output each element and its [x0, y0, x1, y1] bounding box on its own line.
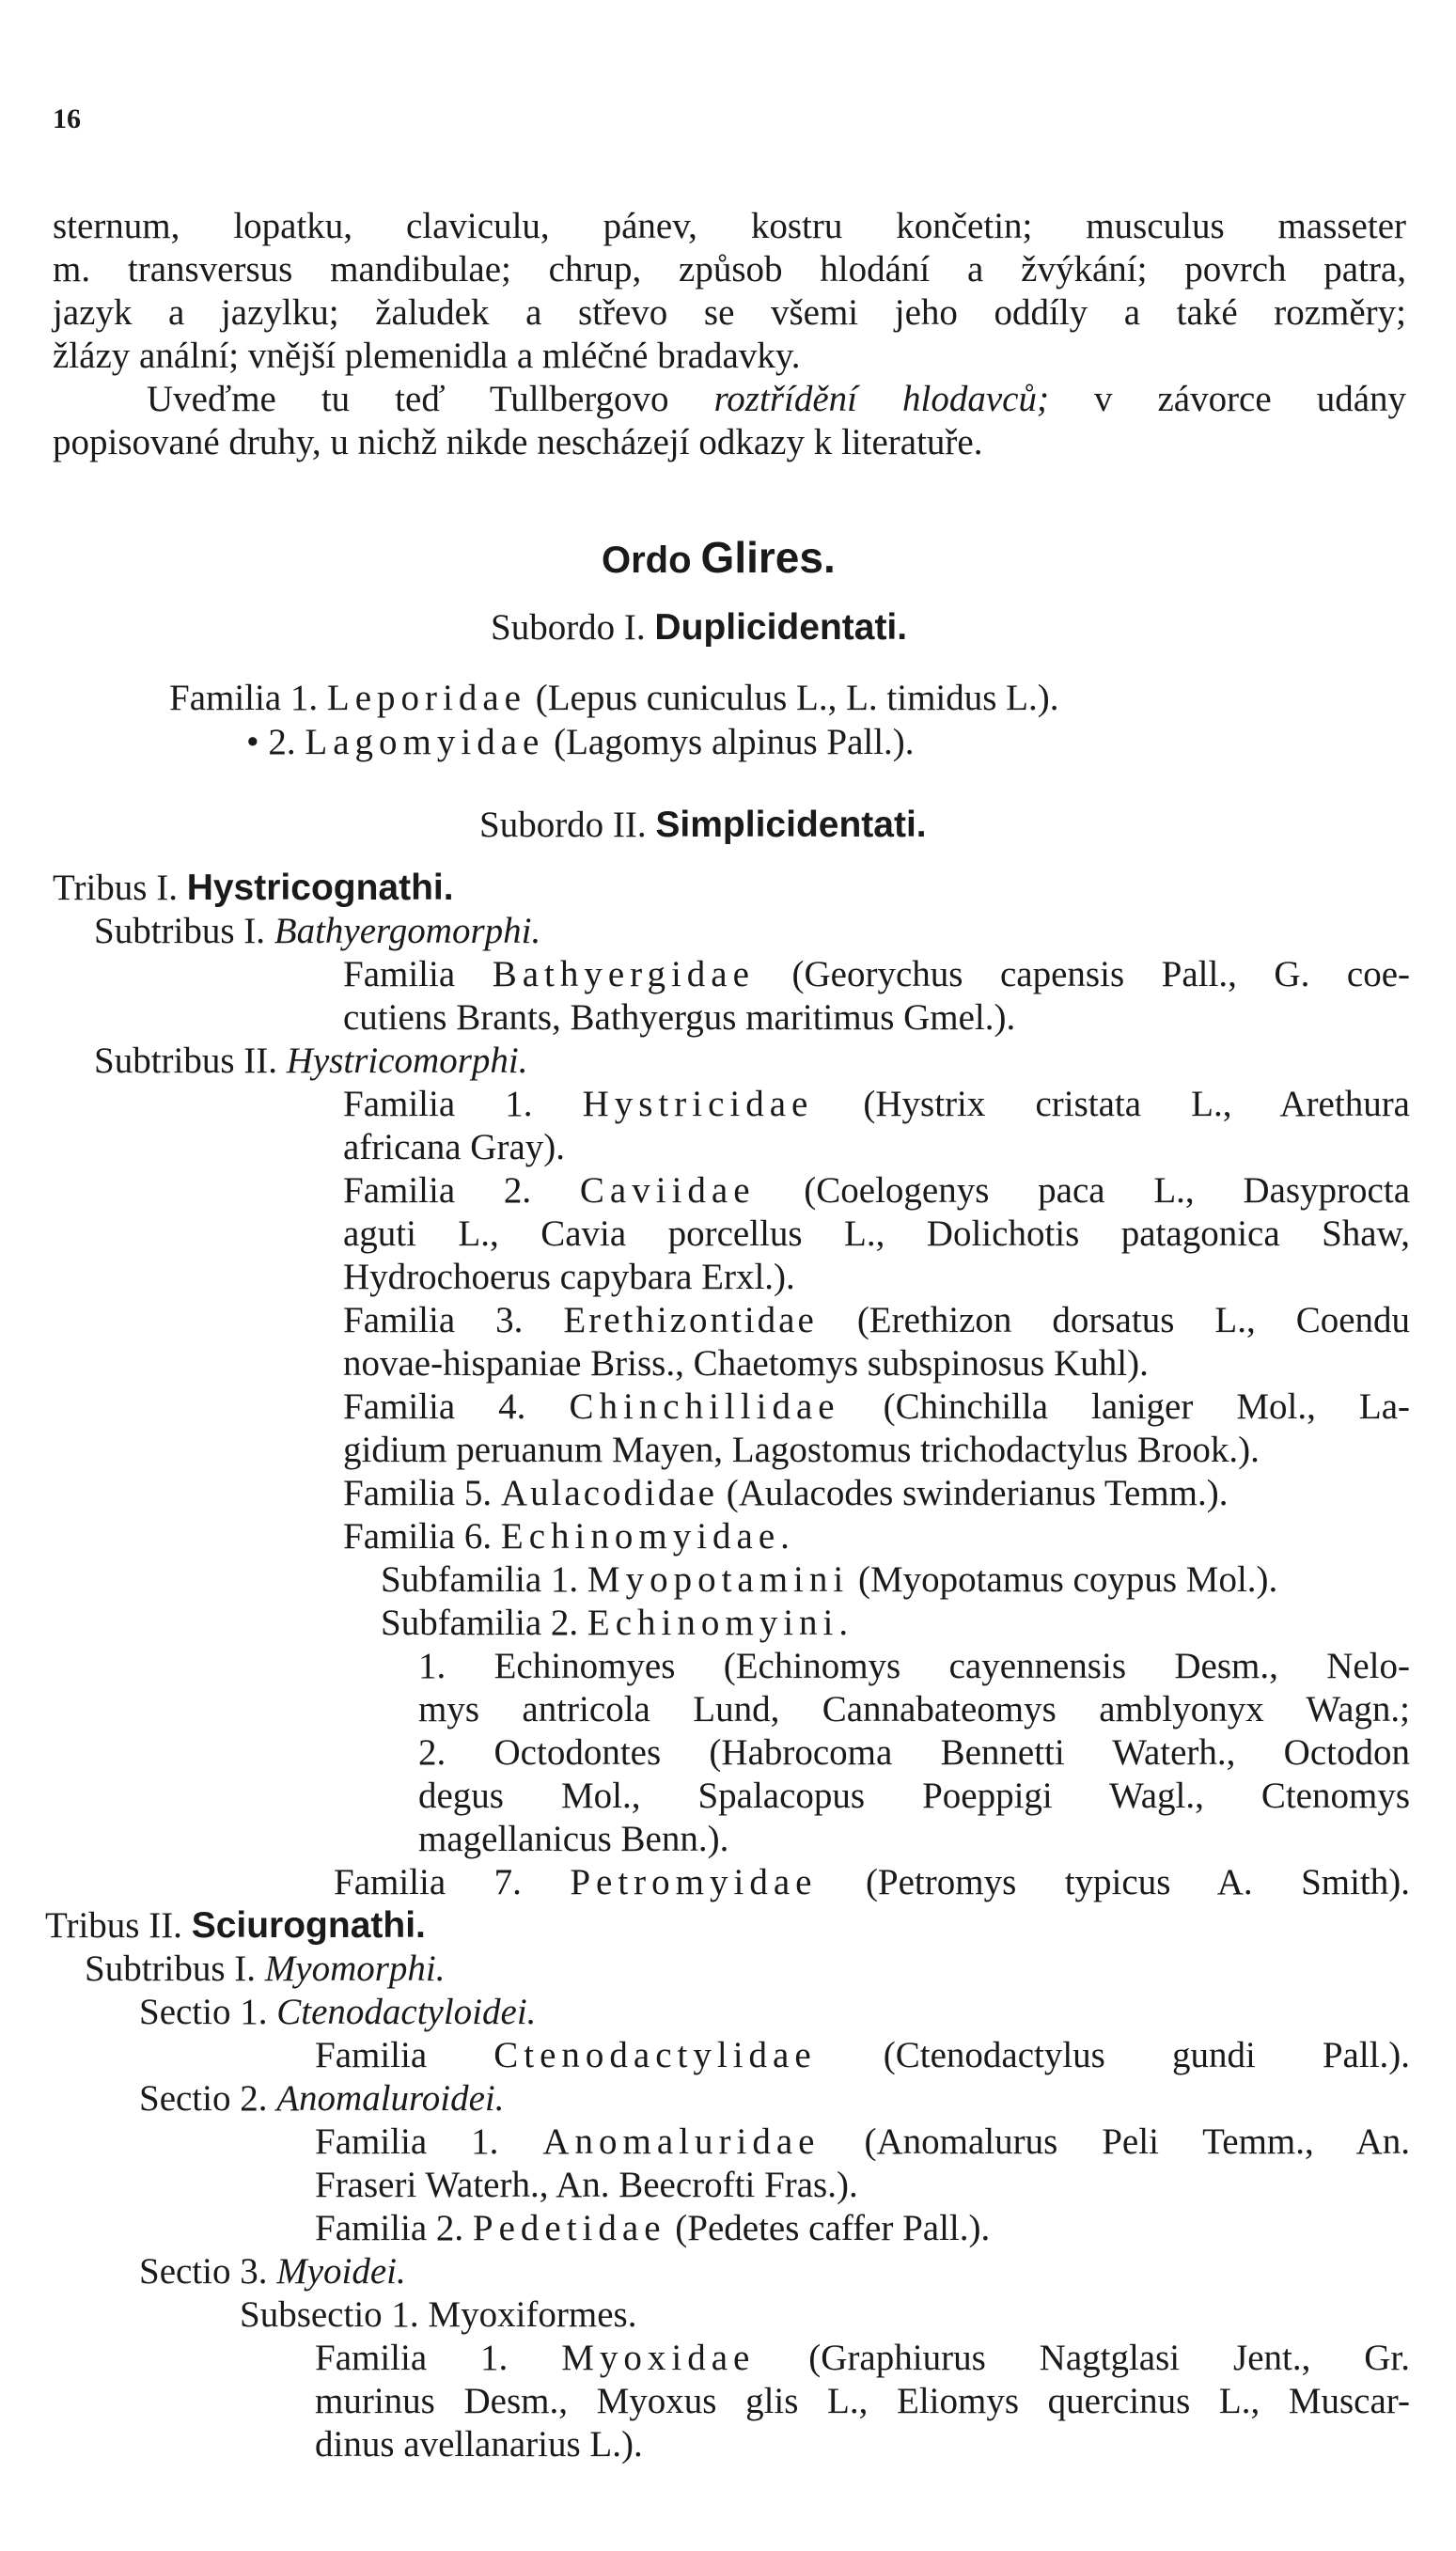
familia-aulacodidae: Familia 5. Aulacodidae (Aulacodes swinderianus Temm.). [343, 1473, 1229, 1513]
group-echinomyes: 1. Echinomyes (Echinomys cayennensis Desm., Nelo- [418, 1646, 1410, 1686]
subtribus-1-heading: Subtribus I. Bathyergomorphi. [94, 911, 541, 951]
familia-leporidae: Familia 1. Leporidae (Lepus cuniculus L., L. timidus L.). [169, 678, 1059, 718]
familia-echinomyidae: Familia 6. Echinomyidae. [343, 1516, 795, 1557]
page-number: 16 [53, 103, 81, 134]
group-echinomyes-cont: mys antricola Lund, Cannabateomys amblyonyx Wagn.; [418, 1689, 1410, 1729]
subordo-1-heading: Subordo I. Duplicidentati. [491, 607, 908, 648]
familia-bathyergidae-cont: cutiens Brants, Bathyergus maritimus Gmel.). [343, 997, 1016, 1038]
subtribus-2-heading: Subtribus II. Hystricomorphi. [94, 1041, 528, 1081]
familia-caviidae-cont2: Hydrochoerus capybara Erxl.). [343, 1257, 795, 1297]
intro-line: sternum, lopatku, claviculu, pánev, kostru končetin; musculus masseter [53, 206, 1406, 246]
subordo-2-heading: Subordo II. Simplicidentati. [479, 805, 927, 845]
subtribus-myomorphi-heading: Subtribus I. Myomorphi. [85, 1948, 446, 1989]
group-octodontes-cont2: magellanicus Benn.). [418, 1819, 729, 1859]
intro-p2-line1: Uveďme tu teď Tullbergovo roztřídění hlodavců; v závorce udány [147, 379, 1406, 419]
familia-erethizontidae: Familia 3. Erethizontidae (Erethizon dorsatus L., Coendu [343, 1300, 1411, 1340]
familia-petromyidae: Familia 7. Petromyidae (Petromys typicus A. Smith). [334, 1862, 1411, 1902]
sectio-1-heading: Sectio 1. Ctenodactyloidei. [139, 1992, 537, 2032]
ordo-heading: Ordo Glires. [602, 533, 836, 582]
subfamilia-echinomyini: Subfamilia 2. Echinomyini. [381, 1603, 854, 1643]
familia-caviidae-cont: aguti L., Cavia porcellus L., Dolichotis patagonica Shaw, [343, 1213, 1410, 1254]
tribus-1-heading: Tribus I. Hystricognathi. [53, 868, 454, 908]
familia-anomaluridae-cont: Fraseri Waterh., An. Beecrofti Fras.). [315, 2165, 858, 2205]
sectio-3-heading: Sectio 3. Myoidei. [139, 2251, 406, 2292]
tribus-2-heading: Tribus II. Sciurognathi. [45, 1905, 426, 1946]
familia-ctenodactylidae: Familia Ctenodactylidae (Ctenodactylus gundi Pall.). [315, 2035, 1411, 2075]
familia-hystricidae: Familia 1. Hystricidae (Hystrix cristata L., Arethura [343, 1084, 1410, 1124]
group-octodontes: 2. Octodontes (Habrocoma Bennetti Waterh., Octodon [418, 1732, 1410, 1773]
intro-p2-line2: popisované druhy, u nichž nikde nescházejí odkazy k literatuře. [53, 422, 983, 462]
familia-erethizontidae-cont: novae-hispaniae Briss., Chaetomys subspinosus Kuhl). [343, 1343, 1149, 1384]
intro-line: žlázy anální; vnější plemenidla a mléčné bradavky. [53, 336, 801, 376]
familia-lagomyidae: • 2. Lagomyidae (Lagomys alpinus Pall.). [246, 722, 915, 762]
familia-caviidae: Familia 2. Caviidae (Coelogenys paca L., Dasyprocta [343, 1170, 1411, 1211]
familia-anomaluridae: Familia 1. Anomaluridae (Anomalurus Peli Temm., An. [315, 2121, 1411, 2162]
subfamilia-myopotamini: Subfamilia 1. Myopotamini (Myopotamus coypus Mol.). [381, 1559, 1278, 1600]
familia-chinchillidae: Familia 4. Chinchillidae (Chinchilla laniger Mol., La- [343, 1386, 1410, 1427]
familia-myoxidae-cont2: dinus avellanarius L.). [315, 2424, 643, 2465]
intro-paragraph [53, 205, 1406, 378]
familia-myoxidae: Familia 1. Myoxidae (Graphiurus Nagtglasi Jent., Gr. [315, 2338, 1411, 2378]
intro-line: jazyk a jazylku; žaludek a střevo se všemi jeho oddíly a také rozměry; [53, 292, 1406, 333]
familia-pedetidae: Familia 2. Pedetidae (Pedetes caffer Pall.). [315, 2208, 991, 2248]
group-octodontes-cont: degus Mol., Spalacopus Poeppigi Wagl., Ctenomys [418, 1776, 1410, 1816]
familia-hystricidae-cont: africana Gray). [343, 1127, 565, 1167]
familia-bathyergidae: Familia Bathyergidae (Georychus capensis Pall., G. coe- [343, 954, 1410, 994]
intro-line: m. transversus mandibulae; chrup, způsob hlodání a žvýkání; povrch patra, [53, 249, 1406, 290]
sectio-2-heading: Sectio 2. Anomaluroidei. [139, 2078, 505, 2119]
familia-myoxidae-cont: murinus Desm., Myoxus glis L., Eliomys quercinus L., Muscar- [315, 2381, 1410, 2421]
subsectio-1-heading: Subsectio 1. Myoxiformes. [240, 2294, 637, 2335]
intro-paragraph-2 [53, 378, 1406, 464]
familia-chinchillidae-cont: gidium peruanum Mayen, Lagostomus trichodactylus Brook.). [343, 1430, 1260, 1470]
